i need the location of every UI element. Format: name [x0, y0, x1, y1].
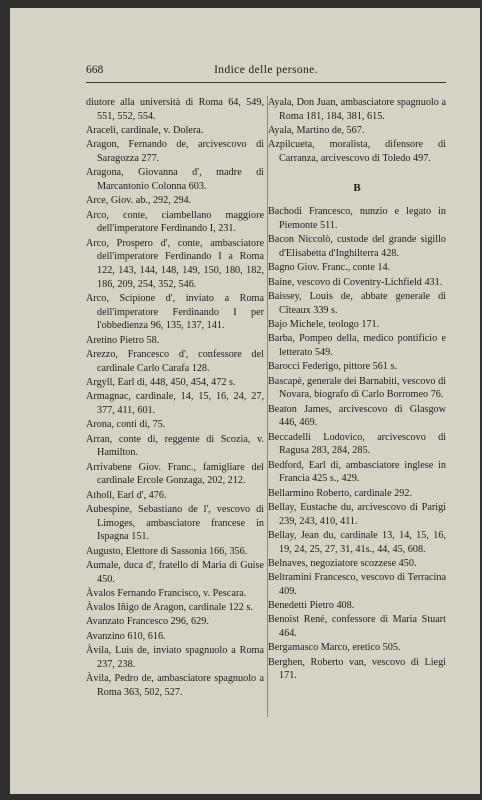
- index-entry: Baissey, Louis de, abbate generale di Cîteaux 339 s.: [268, 291, 446, 316]
- index-entry: Azpilcueta, moralista, difensore di Carranza, arcivescovo di Toledo 497.: [268, 139, 446, 164]
- index-entry: Bacon Niccolò, custode del grande sigillo d'Elisabetta d'Inghilterra 428.: [268, 234, 446, 260]
- section-letter: B: [353, 181, 361, 194]
- index-entry: Aragona, Giovanna d', madre di Marcantonio Colonna 603.: [86, 167, 264, 192]
- index-entry: Bellay, Eustache du, arcivescovo di Parigi 239, 243, 410, 411.: [268, 501, 446, 527]
- index-entry: Atholl, Earl d', 476.: [86, 489, 167, 501]
- index-column-right: [268, 96, 446, 684]
- index-entry: Bergamasco Marco, eretico 505.: [268, 642, 401, 654]
- index-entry: Bedford, Earl di, ambasciatore inglese in Francia 425 s., 429.: [268, 459, 446, 485]
- index-entry: Augusto, Elettore di Sassonia 166, 356.: [86, 545, 248, 557]
- index-entry: Àvila, Pedro de, ambasciatore spagnuolo a Roma 363, 502, 527.: [86, 673, 264, 698]
- index-entry: Benoist René, confessore di Maria Stuart 464.: [268, 614, 446, 640]
- index-entry: Benedetti Pietro 408.: [268, 600, 355, 612]
- index-entry: Arco, Prospero d', conte, ambasciatore dell'imperatore Ferdinando I a Roma 122, 143, 144, 148, 149, 150, 180, 182, 186, 209, 254, 352, 546.: [86, 237, 264, 290]
- index-entry: Ayala, Martino de, 567.: [268, 125, 365, 136]
- index-entry: Aubespine, Sebastiano de l', vescovo di Limoges, ambasciatore francese in Ispagna 151.: [86, 503, 264, 543]
- index-entry: Avanzino 610, 616.: [86, 630, 166, 642]
- index-entry: Àvalos Iñigo de Aragon, cardinale 122 s.: [86, 602, 253, 614]
- index-entries-b: [268, 205, 446, 683]
- index-entry: Armagnac, cardinale, 14, 15, 16, 24, 27, 377, 411, 601.: [86, 391, 264, 416]
- running-title: Indice delle persone.: [214, 64, 318, 76]
- index-column-left: [86, 96, 264, 700]
- index-entry: Arrivabene Giov. Franc., famigliare del cardinale Ercole Gonzaga, 202, 212.: [86, 461, 264, 487]
- index-entry: Bascapè, generale dei Barnabiti, vescovo di Novara, biografo di Carlo Borromeo 76.: [268, 375, 446, 401]
- index-entry: Arce, Giov. ab., 292, 294.: [86, 195, 192, 207]
- index-entry: Bellarmino Roberto, cardinale 292.: [268, 487, 412, 499]
- index-entry: Arco, conte, ciambellano maggiore dell'imperatore Ferdinando I, 231.: [86, 209, 264, 235]
- index-entry: diutore alla università di Roma 64, 549, 551, 552, 554.: [86, 97, 264, 122]
- index-entry: Beltramini Francesco, vescovo di Terracina 409.: [268, 572, 446, 597]
- index-entry: Bachodi Francesco, nunzio e legato in Piemonte 511.: [268, 206, 446, 232]
- index-entry: Bajo Michele, teologo 171.: [268, 319, 380, 330]
- index-entry: Araceli, cardinale, v. Dolera.: [86, 125, 204, 136]
- index-entries-a: [268, 96, 446, 166]
- index-entry: Beccadelli Lodovico, arcivescovo di Ragusa 283, 284, 285.: [268, 431, 446, 457]
- index-entry: Berghen, Roberto van, vescovo di Liegi 171.: [268, 656, 446, 682]
- index-entry: Bagno Giov. Franc., conte 14.: [268, 262, 391, 274]
- index-entry: Barba, Pompeo della, medico pontificio e letterato 549.: [268, 333, 446, 358]
- index-entry: Arco, Scipione d', inviato a Roma dell'imperatore Ferdinando I per l'obbedienza 96, 135, 137, 141.: [86, 293, 264, 332]
- index-entry: Àvila, Luis de, inviato spagnuolo a Roma 237, 238.: [86, 645, 264, 670]
- book-page: [10, 8, 480, 794]
- page-header: [86, 64, 446, 83]
- index-entry: Aragon, Fernando de, arcivescovo di Saragozza 277.: [86, 139, 264, 164]
- index-entry: Arran, conte di, reggente di Scozia, v. Hamilton.: [86, 433, 264, 459]
- index-entry: Bellay, Jean du, cardinale 13, 14, 15, 16, 19, 24, 25, 27, 31, 41s., 44, 45, 608.: [268, 529, 446, 555]
- index-entry: Ayala, Don Juan, ambasciatore spagnuolo a Roma 181, 184, 381, 615.: [268, 97, 446, 122]
- index-entry: Arezzo, Francesco d', confessore del cardinale Carlo Carafa 128.: [86, 349, 264, 374]
- index-entry: Argyll, Earl di, 448, 450, 454, 472 s.: [86, 377, 236, 388]
- index-entry: Àvalos Fernando Francisco, v. Pescara.: [86, 587, 247, 599]
- index-entry: Baine, vescovo di Coventry-Lichfield 431.: [268, 276, 443, 288]
- index-entry: Belnaves, negoziatore scozzese 450.: [268, 557, 417, 569]
- index-entry: Aumale, duca d', fratello di Maria di Guise 450.: [86, 559, 264, 585]
- index-entry: Beaton James, arcivescovo di Glasgow 446, 469.: [268, 403, 446, 429]
- index-entry: Aretino Pietro 58.: [86, 334, 160, 346]
- index-entry: Arona, conti di, 75.: [86, 419, 166, 431]
- page-number: 668: [86, 64, 104, 76]
- index-entry: Avanzato Francesco 296, 629.: [86, 616, 209, 628]
- index-entry: Barocci Federigo, pittore 561 s.: [268, 361, 398, 373]
